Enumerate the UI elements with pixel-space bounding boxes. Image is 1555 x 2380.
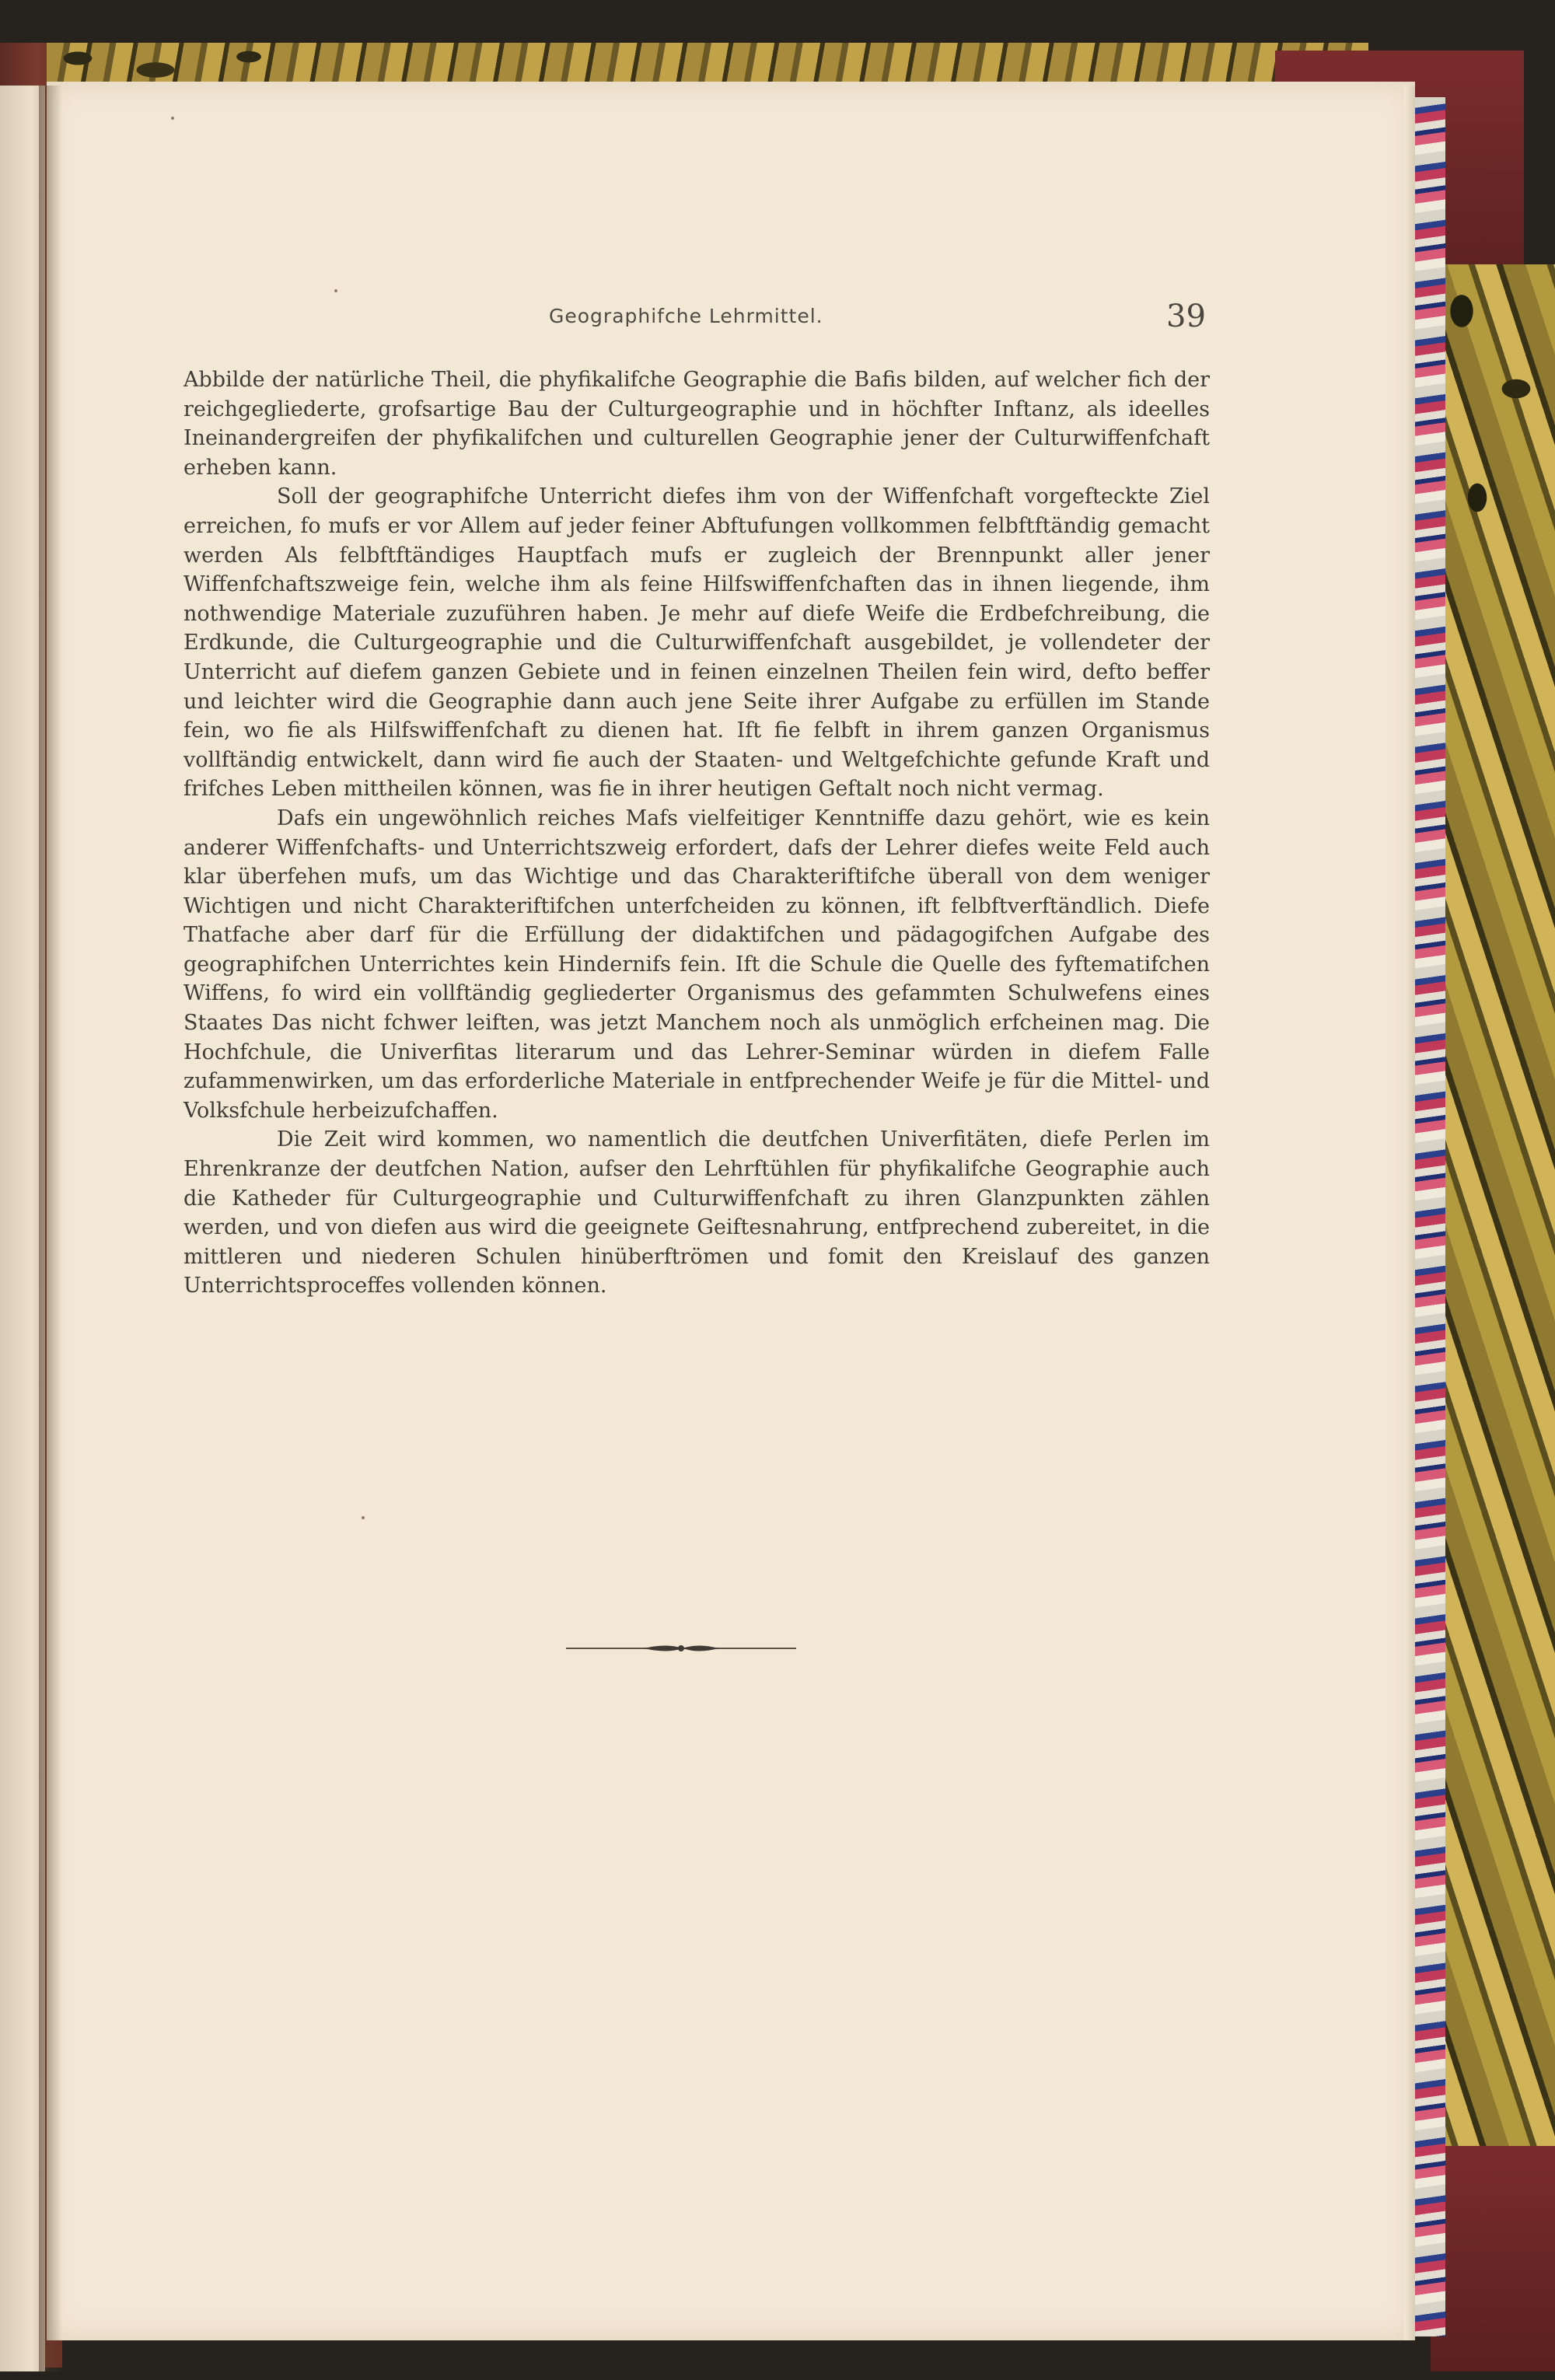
paragraph-2: Soll der geographifche Unterricht diefes ihm von der Wiffenfchaft vorgefteckte Ziel erreichen, fo mufs er vor Allem auf jeder feiner Abftufungen vollkommen felbftftändig gemacht werden Als felbftftändiges Hauptfach mufs er zugleich der Brennpunkt aller jener Wiffenfchaftszweige fein, welche ihm als feine Hilfswiffenfchaften das in ihnen liegende, ihm nothwendige Materiale zuzuführen haben. Je mehr auf diefe Weife die Erdbefchreibung, die Erdkunde, die Culturgeographie und die Culturwiffenfchaft ausgebildet, je vollendeter der Unterricht auf diefem ganzen Gebiete und in feinen einzelnen Theilen fein wird, defto beffer und leichter wird die Geographie dann auch jene Seite ihrer Aufgabe zu erfüllen im Stande fein, wo fie als Hilfswiffenfchaft zu dienen hat. Ift fie felbft in ihrem ganzen Organismus vollftändig entwickelt, dann wird fie auch der Staaten- und Weltgefchichte gefunde Kraft und frifches Leben mittheilen können, was fie in ihrer heutigen Geftalt noch nicht vermag.	[183, 484, 1210, 802]
paragraph-4: Die Zeit wird kommen, wo namentlich die deutfchen Univerfitäten, diefe Perlen im Ehrenkranze der deutfchen Nation, aufser den Lehrftühlen für phyfikalifche Geographie auch die Katheder für Culturgeographie und Culturwiffenfchaft zu ihren Glanzpunkten zählen werden, und von diefen aus wird die geeignete Geiftesnahrung, entfprechend zubereitet, in die mittleren und niederen Schulen hinüberftrömen und fomit den Kreislauf des ganzen Unterrichtsproceffes vollenden können.	[183, 1127, 1210, 1298]
paper-speck	[171, 117, 174, 120]
marbled-page-edge	[1411, 97, 1445, 2336]
paper-speck	[362, 1516, 365, 1519]
paragraph-1: Abbilde der natürliche Theil, die phyfikalifche Geographie die Bafis bilden, auf welcher fich der reichgegliederte, grofsartige Bau der Culturgeographie und in höchfter Inftanz, als ideelles Ineinandergreifen der phyfikalifchen und culturellen Geographie jener der Culturwiffenfchaft erheben kann.	[183, 368, 1210, 480]
book-cover-corner-bottom	[1431, 2146, 1555, 2371]
end-ornament	[566, 1641, 796, 1656]
gutter-shadow	[39, 86, 62, 2371]
page-number: 39	[1166, 299, 1206, 334]
paper-speck	[334, 289, 337, 292]
running-head: Geographifche Lehrmittel.	[549, 305, 823, 327]
marbled-cover-right	[1431, 264, 1555, 2146]
body-text	[183, 365, 1210, 1301]
paragraph-3: Dafs ein ungewöhnlich reiches Mafs vielfeitiger Kenntniffe dazu gehört, wie es kein anderer Wiffenfchafts- und Unterrichtszweig erfordert, dafs der Lehrer diefes weite Feld auch klar überfehen mufs, um das Wichtige und das Charakteriftifche überall von dem weniger Wichtigen und nicht Charakteriftifchen unterfcheiden zu können, ift felbftverftändlich. Diefe Thatfache aber darf für die Erfüllung der didaktifchen und pädagogifchen Aufgabe des geographifchen Unterrichtes kein Hindernifs fein. Ift die Schule die Quelle des fyftematifchen Wiffens, fo wird ein vollftändig gegliederter Organismus des gefammten Schulwefens eines Staates Das nicht fchwer leiften, was jetzt Manchem noch als unmöglich erfcheinen mag. Die Hochfchule, die Univerfitas literarum und das Lehrer-Seminar würden in diefem Falle zufammenwirken, um das erforderliche Materiale in entfprechender Weife je für die Mittel- und Volksfchule herbeizufchaffen.	[183, 806, 1210, 1123]
page-edge-shadow	[1404, 86, 1415, 2340]
